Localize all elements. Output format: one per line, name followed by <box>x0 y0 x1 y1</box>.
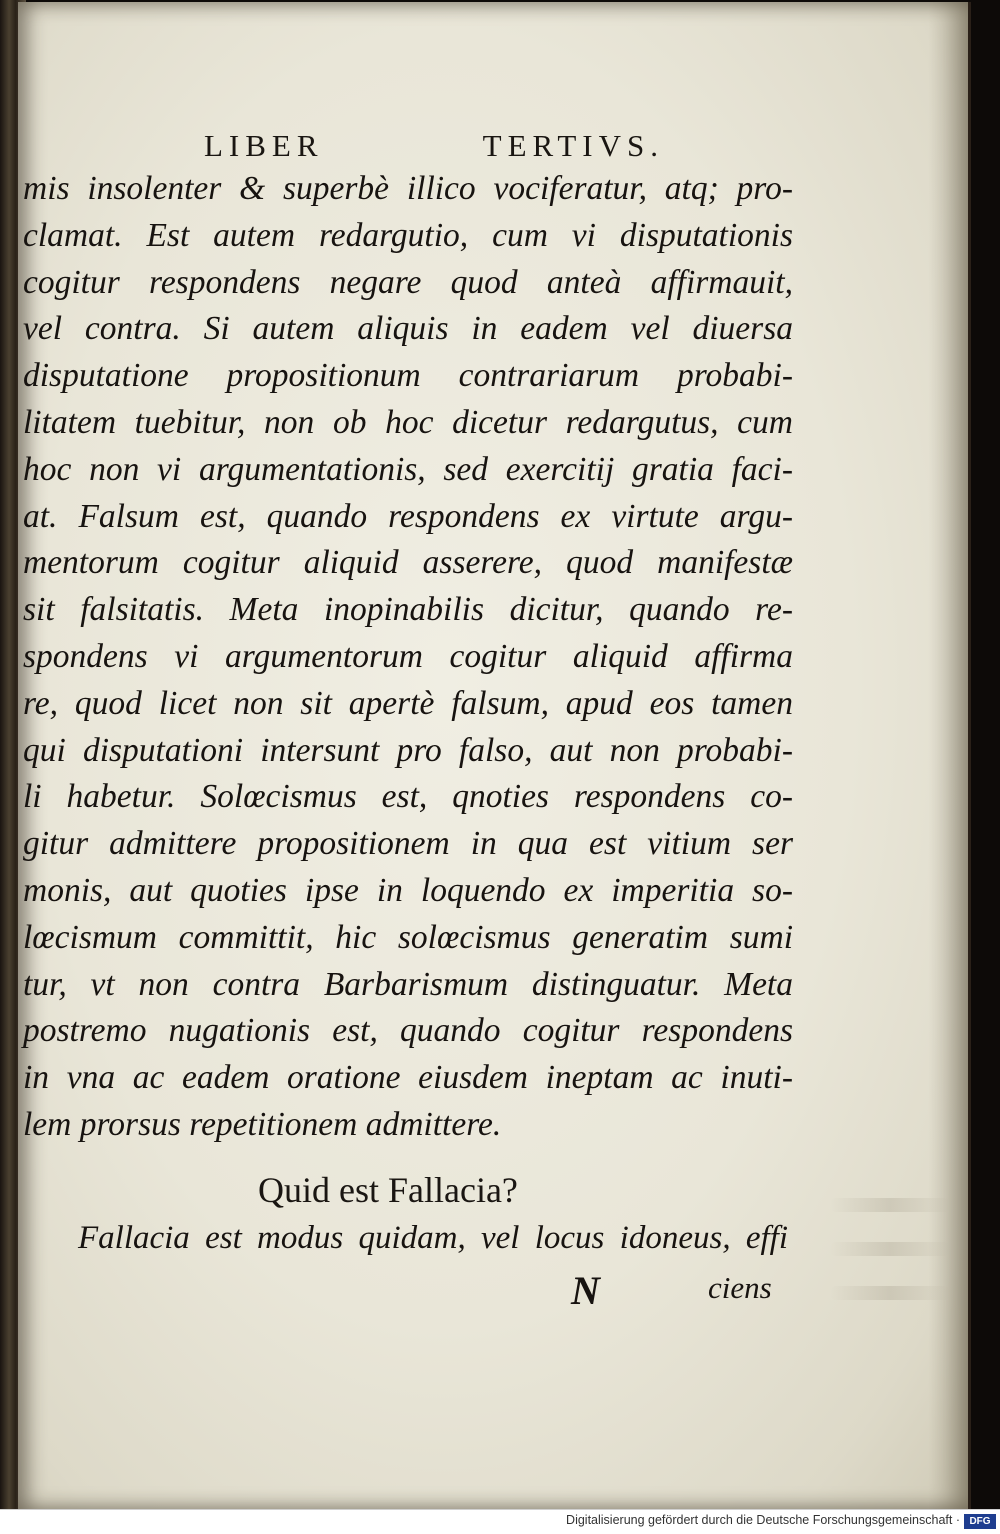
text-line: tur, vt non contra Barbarismum distinguatur. Meta <box>23 965 793 1003</box>
page-gutter-shadow <box>928 2 968 1510</box>
text-line: sit falsitatis. Meta inopinabilis dicitur, quando re- <box>23 591 793 629</box>
text-line: gitur admittere propositionem in qua est vitium ser <box>23 825 793 863</box>
text-line: qui disputationi intersunt pro falso, aut non probabi- <box>23 731 793 769</box>
text-line: vel contra. Si autem aliquis in eadem vel diuersa <box>23 310 793 348</box>
text-line: li habetur. Solœcismus est, qnoties respondens co- <box>23 778 793 816</box>
funding-credit: Digitalisierung gefördert durch die Deutsche Forschungsgemeinschaft · <box>566 1513 960 1527</box>
text-line: spondens vi argumentorum cogitur aliquid affirma <box>23 637 793 675</box>
section-heading: Quid est Fallacia? <box>258 1170 518 1210</box>
body-text <box>23 166 793 1149</box>
answer-line: Fallacia est modus quidam, vel locus idoneus, effi <box>78 1220 788 1256</box>
running-head-right: TERTIVS. <box>482 128 664 163</box>
bleed-through-mark <box>830 1242 950 1256</box>
bleed-through-mark <box>830 1286 950 1300</box>
running-head-left: LIBER <box>204 128 324 163</box>
signature-mark: N <box>571 1268 600 1313</box>
text-line: at. Falsum est, quando respondens ex virtute argu- <box>23 497 793 535</box>
text-line: lem prorsus repetitionem admittere. <box>23 1105 502 1143</box>
text-line: clamat. Est autem redargutio, cum vi disputationis <box>23 216 793 254</box>
text-line: lœcismum committit, hic solœcismus generatim sumi <box>23 918 793 956</box>
book-page <box>18 2 971 1510</box>
text-line: mis insolenter & superbè illico vociferatur, atq; pro- <box>23 170 793 207</box>
text-line: in vna ac eadem oratione eiusdem ineptam ac inuti- <box>23 1059 793 1097</box>
catchword: ciens <box>708 1270 772 1305</box>
text-line: postremo nugationis est, quando cogitur respondens <box>23 1012 793 1050</box>
bleed-through-mark <box>830 1198 950 1212</box>
text-line: disputatione propositionum contrariarum probabi- <box>23 357 793 395</box>
text-line: hoc non vi argumentationis, sed exercitij gratia faci- <box>23 450 793 488</box>
text-line: monis, aut quoties ipse in loquendo ex imperitia so- <box>23 871 793 909</box>
text-line: re, quod licet non sit apertè falsum, apud eos tamen <box>23 684 793 722</box>
text-line: litatem tuebitur, non ob hoc dicetur redargutus, cum <box>23 403 793 441</box>
text-line: mentorum cogitur aliquid asserere, quod manifestæ <box>23 544 793 582</box>
dfg-logo-icon: DFG <box>964 1514 996 1529</box>
running-head <box>204 128 664 164</box>
footer-bar <box>0 1509 1000 1534</box>
text-line: cogitur respondens negare quod anteà affirmauit, <box>23 263 793 301</box>
